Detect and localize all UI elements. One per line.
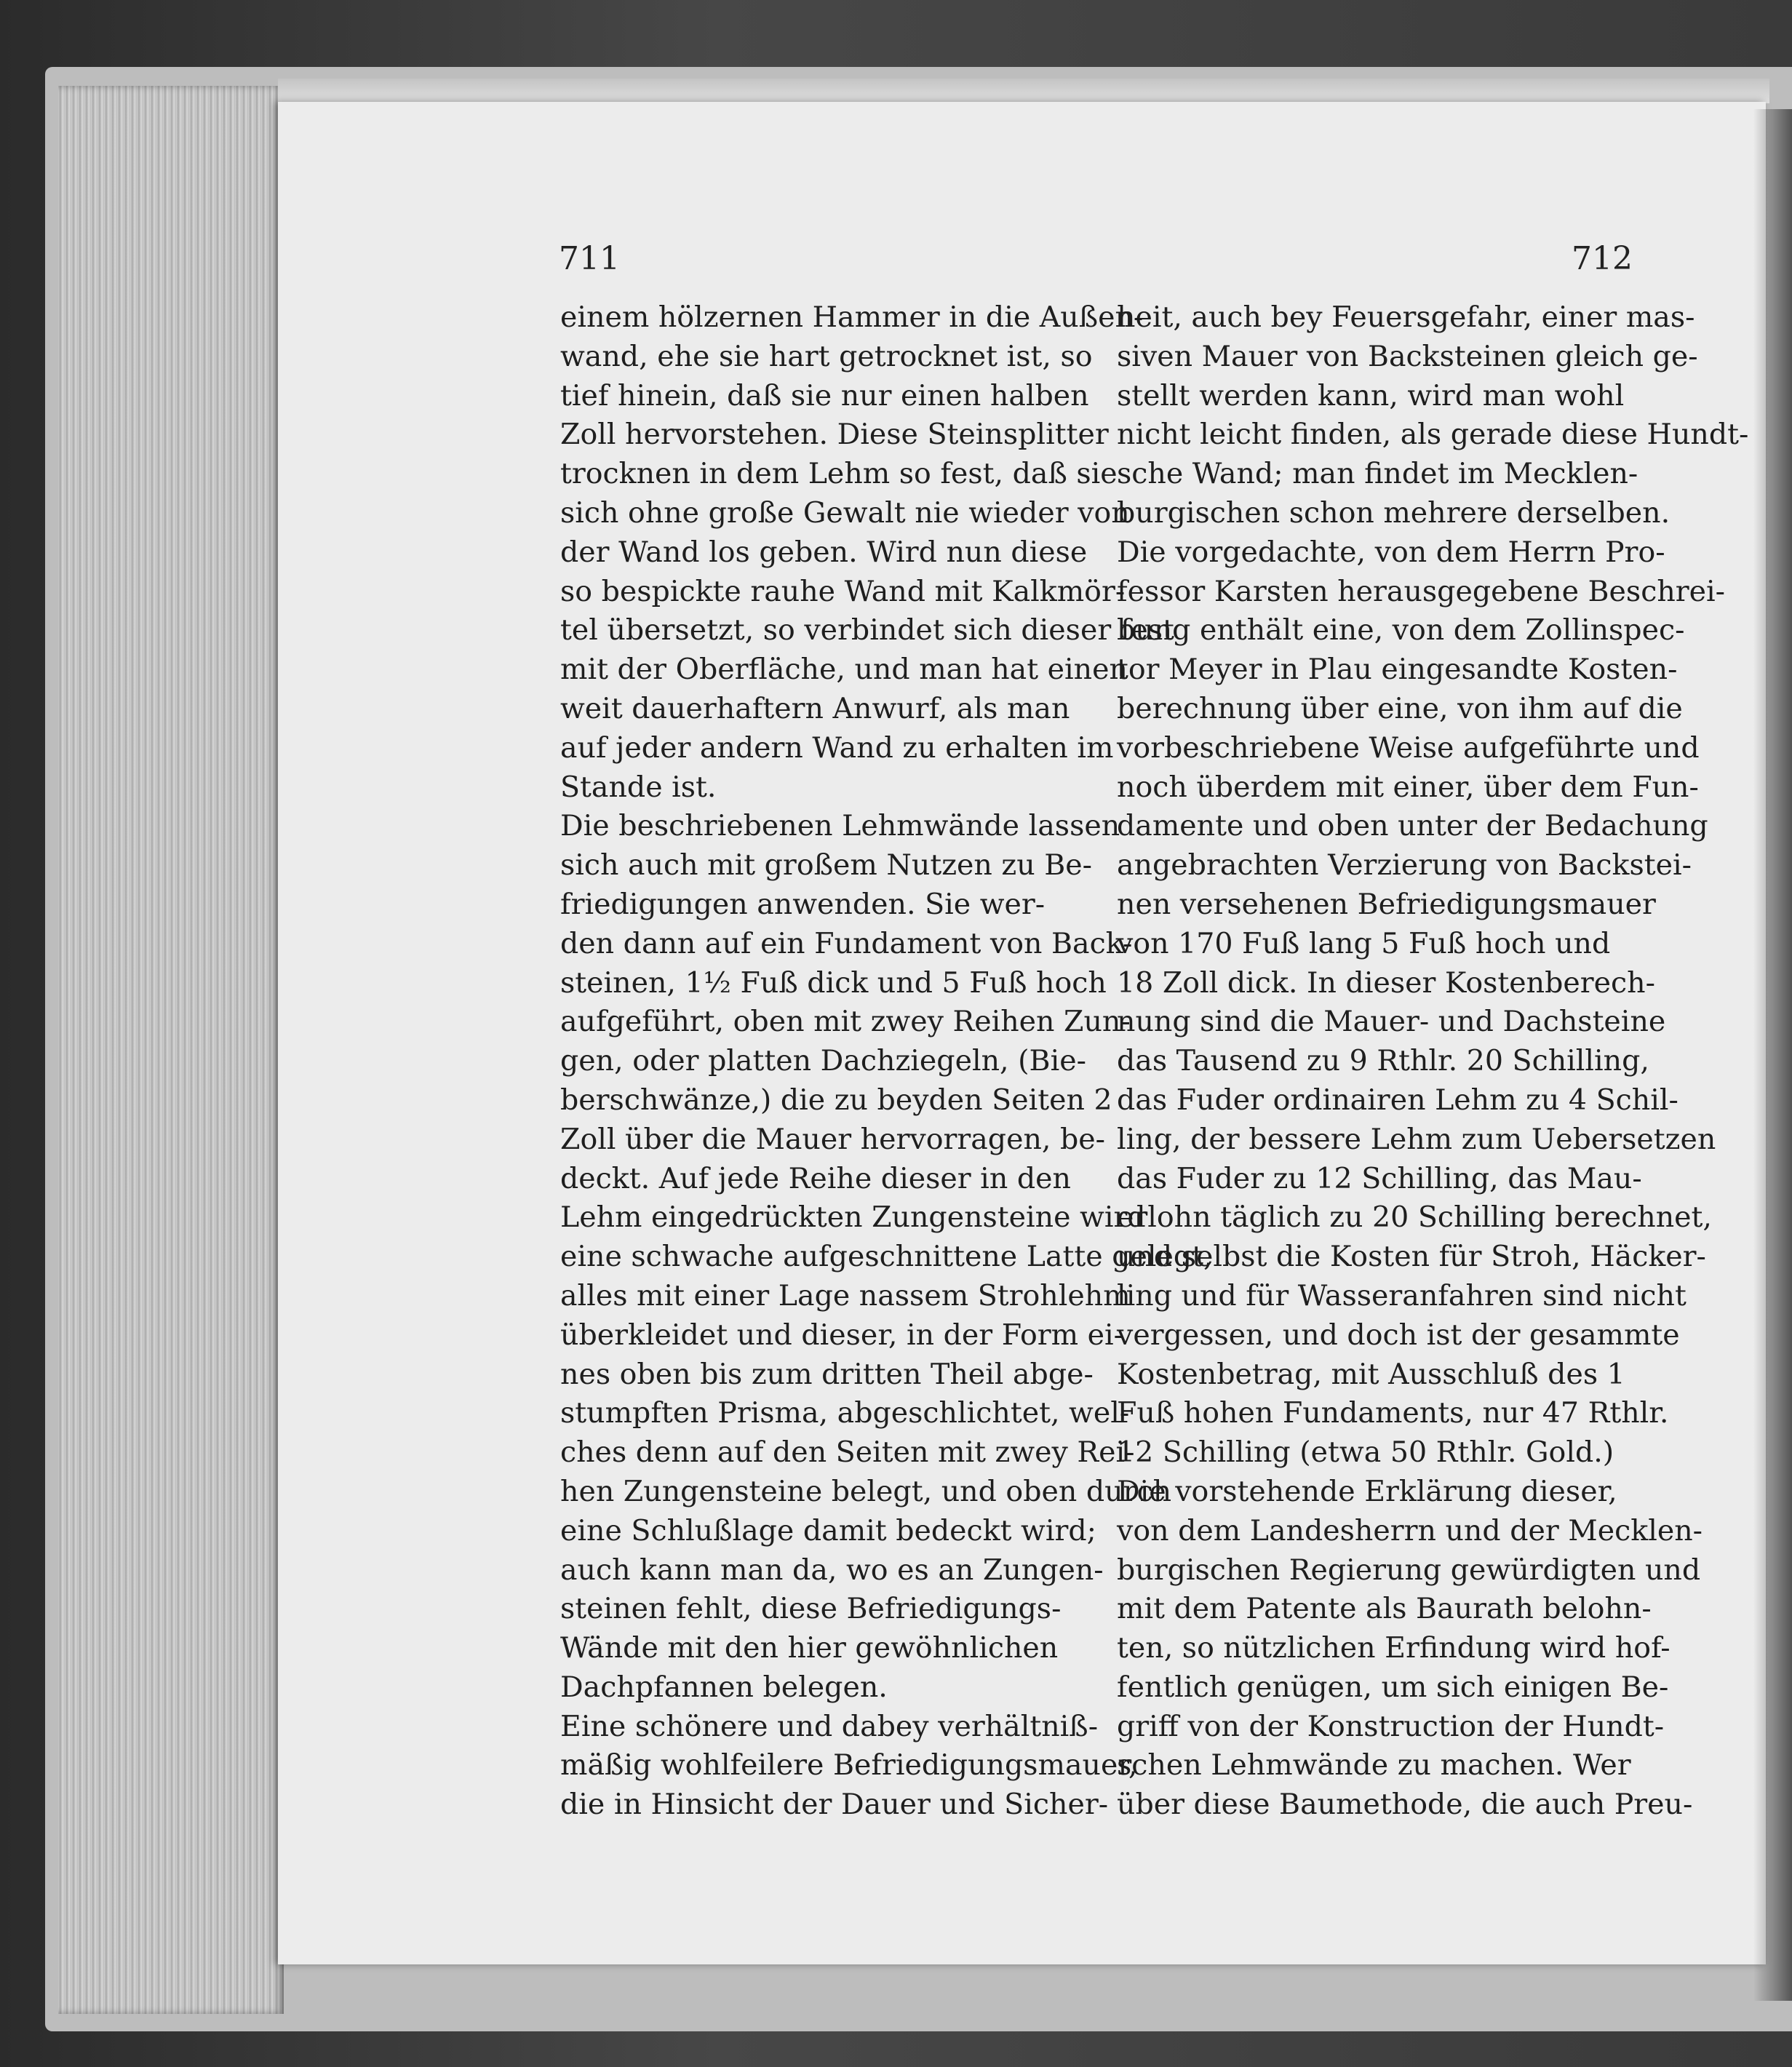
text-line: aufgeführt, oben mit zwey Reihen Zun- — [560, 1005, 1131, 1039]
text-line: ling, der bessere Lehm zum Uebersetzen — [1117, 1122, 1716, 1156]
text-line: friedigungen anwenden. Sie wer- — [560, 887, 1046, 921]
text-line: Die beschriebenen Lehmwände lassen — [560, 809, 1120, 843]
text-line: den dann auf ein Fundament von Back- — [560, 926, 1133, 960]
text-line: auch kann man da, wo es an Zungen- — [560, 1553, 1104, 1587]
text-line: damente und oben unter der Bedachung — [1117, 809, 1708, 843]
text-line: noch überdem mit einer, über dem Fun- — [1117, 770, 1699, 804]
text-line: stumpften Prisma, abgeschlichtet, wel- — [560, 1396, 1130, 1430]
text-line: sche Wand; man findet im Mecklen- — [1117, 457, 1638, 491]
text-line: mäßig wohlfeilere Befriedigungsmauer, — [560, 1748, 1138, 1783]
text-line: ten, so nützlichen Erfindung wird hof- — [1117, 1631, 1670, 1665]
text-line: die in Hinsicht der Dauer und Sicher- — [560, 1788, 1109, 1822]
text-line: nicht leicht finden, als gerade diese Hundt- — [1117, 418, 1749, 452]
text-line: Fuß hohen Fundaments, nur 47 Rthlr. — [1117, 1396, 1669, 1430]
text-line: tief hinein, daß sie nur einen halben — [560, 378, 1089, 413]
text-line: über diese Baumethode, die auch Preu- — [1117, 1788, 1693, 1822]
text-line: Lehm eingedrückten Zungensteine wird — [560, 1200, 1146, 1235]
text-line: Zoll hervorstehen. Diese Steinsplitter — [560, 418, 1109, 452]
text-line: von 170 Fuß lang 5 Fuß hoch und — [1117, 926, 1611, 960]
text-line: vergessen, und doch ist der gesammte — [1117, 1318, 1680, 1352]
text-line: weit dauerhaftern Anwurf, als man — [560, 691, 1070, 725]
text-line: 12 Schilling (etwa 50 Rthlr. Gold.) — [1117, 1435, 1614, 1470]
text-line: angebrachten Verzierung von Backstei- — [1117, 848, 1692, 883]
text-line: alles mit einer Lage nassem Strohlehm — [560, 1278, 1131, 1313]
page-top-edge — [278, 79, 1769, 103]
text-line: so bespickte rauhe Wand mit Kalkmör- — [560, 574, 1126, 608]
text-line: Stande ist. — [560, 770, 717, 804]
text-column-right — [1117, 298, 1749, 1825]
text-line: Kostenbetrag, mit Ausschluß des 1 — [1117, 1357, 1625, 1391]
text-line: nung sind die Mauer- und Dachsteine — [1117, 1005, 1666, 1039]
text-line: von dem Landesherrn und der Mecklen- — [1117, 1513, 1703, 1548]
text-line: schen Lehmwände zu machen. Wer — [1117, 1748, 1631, 1783]
text-line: gen, oder platten Dachziegeln, (Bie- — [560, 1044, 1086, 1078]
text-line: eine Schlußlage damit bedeckt wird; — [560, 1513, 1096, 1548]
page-number-right: 712 — [1572, 240, 1633, 277]
text-line: Die vorgedachte, von dem Herrn Pro- — [1117, 535, 1665, 569]
text-line: tel übersetzt, so verbindet sich dieser fest — [560, 613, 1174, 648]
text-line: steinen fehlt, diese Befriedigungs- — [560, 1592, 1062, 1626]
text-line: eine schwache aufgeschnittene Latte gelegt, — [560, 1240, 1213, 1274]
text-line: Die vorstehende Erklärung dieser, — [1117, 1474, 1617, 1508]
text-line: heit, auch bey Feuersgefahr, einer mas- — [1117, 300, 1695, 334]
text-line: fessor Karsten herausgegebene Beschrei- — [1117, 574, 1725, 608]
text-line: überkleidet und dieser, in der Form ei- — [560, 1318, 1123, 1352]
text-line: burgischen Regierung gewürdigten und — [1117, 1553, 1701, 1587]
text-column-left — [560, 298, 1213, 1825]
text-line: erlohn täglich zu 20 Schilling berechnet, — [1117, 1200, 1712, 1235]
text-line: ling und für Wasseranfahren sind nicht — [1117, 1278, 1687, 1313]
text-line: bung enthält eine, von dem Zollinspec- — [1117, 613, 1685, 648]
text-line: der Wand los geben. Wird nun diese — [560, 535, 1088, 569]
text-line: burgischen schon mehrere derselben. — [1117, 495, 1670, 530]
text-line: siven Mauer von Backsteinen gleich ge- — [1117, 339, 1698, 373]
text-line: nen versehenen Befriedigungsmauer — [1117, 887, 1656, 921]
text-line: nes oben bis zum dritten Theil abge- — [560, 1357, 1094, 1391]
text-line: Eine schönere und dabey verhältniß- — [560, 1709, 1099, 1743]
text-line: das Fuder zu 12 Schilling, das Mau- — [1117, 1161, 1642, 1195]
text-line: mit der Oberfläche, und man hat einen — [560, 653, 1128, 687]
text-line: trocknen in dem Lehm so fest, daß sie — [560, 457, 1118, 491]
text-line: sich auch mit großem Nutzen zu Be- — [560, 848, 1092, 883]
spine-shadow — [1753, 109, 1792, 2001]
text-line: und selbst die Kosten für Stroh, Häcker- — [1117, 1240, 1706, 1274]
text-line: stellt werden kann, wird man wohl — [1117, 378, 1625, 413]
text-line: deckt. Auf jede Reihe dieser in den — [560, 1161, 1071, 1195]
text-line: 18 Zoll dick. In dieser Kostenberech- — [1117, 965, 1655, 1000]
page-number-left: 711 — [559, 240, 620, 277]
text-line: auf jeder andern Wand zu erhalten im — [560, 730, 1114, 765]
text-line: einem hölzernen Hammer in die Außen- — [560, 300, 1144, 334]
text-line: mit dem Patente als Baurath belohn- — [1117, 1592, 1652, 1626]
text-line: tor Meyer in Plau eingesandte Kosten- — [1117, 653, 1678, 687]
text-line: hen Zungensteine belegt, und oben durch — [560, 1474, 1172, 1508]
text-line: Zoll über die Mauer hervorragen, be- — [560, 1122, 1106, 1156]
text-line: berechnung über eine, von ihm auf die — [1117, 691, 1683, 725]
text-line: Wände mit den hier gewöhnlichen — [560, 1631, 1059, 1665]
page-edges — [58, 86, 284, 2014]
text-line: griff von der Konstruction der Hundt- — [1117, 1709, 1665, 1743]
text-line: steinen, 1½ Fuß dick und 5 Fuß hoch — [560, 965, 1107, 1000]
text-line: ches denn auf den Seiten mit zwey Rei- — [560, 1435, 1135, 1470]
text-line: sich ohne große Gewalt nie wieder von — [560, 495, 1130, 530]
text-line: das Tausend zu 9 Rthlr. 20 Schilling, — [1117, 1044, 1649, 1078]
text-line: das Fuder ordinairen Lehm zu 4 Schil- — [1117, 1083, 1678, 1117]
text-line: berschwänze,) die zu beyden Seiten 2 — [560, 1083, 1112, 1117]
text-line: fentlich genügen, um sich einigen Be- — [1117, 1670, 1669, 1704]
text-line: Dachpfannen belegen. — [560, 1670, 888, 1704]
text-line: vorbeschriebene Weise aufgeführte und — [1117, 730, 1700, 765]
text-line: wand, ehe sie hart getrocknet ist, so — [560, 339, 1093, 373]
